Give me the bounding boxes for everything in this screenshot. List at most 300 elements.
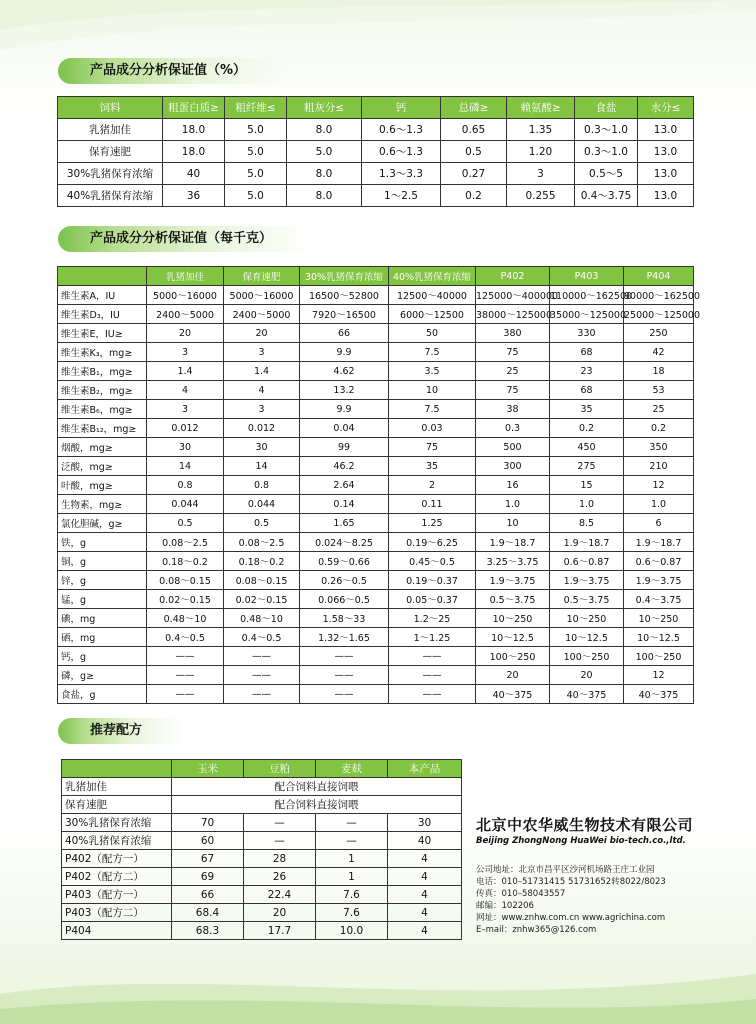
table-cell: 13.0 — [638, 163, 694, 185]
table-cell: 3 — [224, 400, 300, 419]
table-row — [62, 814, 462, 832]
table-cell: 2400～5000 — [147, 305, 224, 324]
table-row — [58, 533, 694, 552]
table-header-row — [58, 267, 694, 286]
table-cell: —— — [389, 666, 476, 685]
table-cell: 70 — [172, 814, 244, 832]
column-header: 饲料 — [58, 97, 163, 119]
table-cell: 66 — [172, 886, 244, 904]
table-cell: 0.08～2.5 — [224, 533, 300, 552]
table-cell: —— — [300, 647, 389, 666]
table-cell: 90000～162500 — [624, 286, 694, 305]
table-cell: 1.4 — [147, 362, 224, 381]
table-cell: 0.19～0.37 — [389, 571, 476, 590]
table-cell: 40～375 — [550, 685, 624, 704]
table-cell: 16 — [476, 476, 550, 495]
table-cell: 4 — [388, 850, 462, 868]
row-label: 锰，g — [58, 590, 147, 609]
table-cell: 0.48～10 — [147, 609, 224, 628]
table-row — [58, 362, 694, 381]
table-cell: 0.2 — [441, 185, 507, 207]
table-cell: 1.2～25 — [389, 609, 476, 628]
table-cell: 42 — [624, 343, 694, 362]
company-info — [476, 814, 693, 936]
column-header: 水分≤ — [638, 97, 694, 119]
table-cell: —— — [389, 685, 476, 704]
merged-cell: 配合饲料直接饲喂 — [172, 778, 462, 796]
column-header: 乳猪加佳 — [147, 267, 224, 286]
table-cell: 30 — [147, 438, 224, 457]
table-cell: 10～250 — [550, 609, 624, 628]
table-row — [58, 666, 694, 685]
table-cell: 14 — [147, 457, 224, 476]
table-cell: 20 — [550, 666, 624, 685]
table-cell: 0.8 — [224, 476, 300, 495]
table-cell: 5000～16000 — [224, 286, 300, 305]
table-cell: 12 — [624, 476, 694, 495]
column-header — [62, 760, 172, 778]
table-row — [58, 119, 694, 141]
table-cell: —— — [147, 666, 224, 685]
table-cell: 1.0 — [476, 495, 550, 514]
table-cell: 3 — [507, 163, 575, 185]
table-cell: 30 — [224, 438, 300, 457]
table-cell: 0.4～0.5 — [224, 628, 300, 647]
table-cell: 3.25～3.75 — [476, 552, 550, 571]
table-cell: 1.9～3.75 — [624, 571, 694, 590]
table-row — [58, 457, 694, 476]
table-cell: 0.45～0.5 — [389, 552, 476, 571]
table-cell: 13.0 — [638, 141, 694, 163]
row-label: 铁，g — [58, 533, 147, 552]
table-cell: 0.4～3.75 — [624, 590, 694, 609]
table-cell: 110000～162500 — [550, 286, 624, 305]
column-header: 粗纤维≤ — [225, 97, 287, 119]
table-cell: 16500～52800 — [300, 286, 389, 305]
column-header: 食盐 — [575, 97, 638, 119]
table-cell: 75 — [476, 343, 550, 362]
table-cell: 7920～16500 — [300, 305, 389, 324]
table-row — [58, 628, 694, 647]
table-cell: 68.3 — [172, 922, 244, 940]
table-cell: 7.5 — [389, 400, 476, 419]
table-cell: 75 — [389, 438, 476, 457]
table-cell: 5.0 — [225, 119, 287, 141]
table-cell: 1.20 — [507, 141, 575, 163]
table-cell: 50 — [389, 324, 476, 343]
composition-percent-table — [57, 96, 694, 207]
table-row — [58, 571, 694, 590]
row-label: 泛酸，mg≥ — [58, 457, 147, 476]
table-row — [58, 647, 694, 666]
column-header: 总磷≥ — [441, 97, 507, 119]
table-cell: 0.255 — [507, 185, 575, 207]
table-cell: 0.6～0.87 — [550, 552, 624, 571]
table-cell: 3 — [147, 400, 224, 419]
table-cell: 68 — [550, 343, 624, 362]
table-cell: 36 — [163, 185, 225, 207]
column-header: 豆粕 — [244, 760, 316, 778]
table-cell: 100～250 — [476, 647, 550, 666]
table-row — [58, 609, 694, 628]
table-cell: 0.08～2.5 — [147, 533, 224, 552]
table-cell: 66 — [300, 324, 389, 343]
table-cell: 1.0 — [550, 495, 624, 514]
table-cell: 38 — [476, 400, 550, 419]
table-cell: 0.02～0.15 — [147, 590, 224, 609]
column-header: P404 — [624, 267, 694, 286]
table-cell: 0.08～0.15 — [147, 571, 224, 590]
table-cell: 0.5～3.75 — [550, 590, 624, 609]
table-row — [58, 286, 694, 305]
row-label: 磷，g≥ — [58, 666, 147, 685]
merged-cell: 配合饲料直接饲喂 — [172, 796, 462, 814]
row-label: 维生素A，IU — [58, 286, 147, 305]
table-cell: 60 — [172, 832, 244, 850]
table-cell: 0.26～0.5 — [300, 571, 389, 590]
column-header: 钙 — [362, 97, 441, 119]
table-cell: 10～12.5 — [476, 628, 550, 647]
row-label: 叶酸，mg≥ — [58, 476, 147, 495]
row-label: 保育速肥 — [58, 141, 163, 163]
table-cell: 20 — [224, 324, 300, 343]
company-address: 公司地址：北京市昌平区沙河机场路王庄工业园 — [476, 865, 655, 875]
table-cell: 8.0 — [287, 185, 362, 207]
table-cell: 10.0 — [316, 922, 388, 940]
table-row — [58, 381, 694, 400]
table-row — [62, 832, 462, 850]
table-cell: 0.18～0.2 — [147, 552, 224, 571]
table-cell: 210 — [624, 457, 694, 476]
table-cell: 0.08～0.15 — [224, 571, 300, 590]
table-row — [62, 868, 462, 886]
table-cell: 7.6 — [316, 904, 388, 922]
table-row — [58, 685, 694, 704]
table-cell: 5000～16000 — [147, 286, 224, 305]
table-row — [58, 343, 694, 362]
table-cell: 0.02～0.15 — [224, 590, 300, 609]
table-cell: 69 — [172, 868, 244, 886]
company-name-en: Beijing ZhongNong HuaWei bio-tech.co.,ltd. — [476, 836, 686, 846]
table-cell: 1.9～3.75 — [550, 571, 624, 590]
column-header: P402 — [476, 267, 550, 286]
table-row — [58, 400, 694, 419]
row-label: P404 — [62, 922, 172, 940]
table-row — [62, 778, 462, 796]
row-label: 锌，g — [58, 571, 147, 590]
table-cell: 3 — [147, 343, 224, 362]
table-cell: —— — [389, 647, 476, 666]
recommended-formula-table — [61, 759, 462, 940]
table-cell: 0.05～0.37 — [389, 590, 476, 609]
table-cell: 0.3～1.0 — [575, 141, 638, 163]
table-cell: 25 — [476, 362, 550, 381]
table-cell: 10～12.5 — [624, 628, 694, 647]
table-cell: 0.6～1.3 — [362, 141, 441, 163]
table-row — [58, 324, 694, 343]
table-cell: 9.9 — [300, 400, 389, 419]
table-cell: — — [316, 814, 388, 832]
table-cell: 250 — [624, 324, 694, 343]
table-cell: 4 — [388, 904, 462, 922]
company-postcode: 邮编：102206 — [476, 901, 534, 911]
row-label: 维生素D₃，IU — [58, 305, 147, 324]
table-cell: 8.0 — [287, 163, 362, 185]
table-cell: 100～250 — [550, 647, 624, 666]
row-label: 生物素，mg≥ — [58, 495, 147, 514]
table-cell: 350 — [624, 438, 694, 457]
composition-per-kg-table — [57, 266, 700, 704]
table-cell: 1.9～18.7 — [550, 533, 624, 552]
table-cell: 1.58～33 — [300, 609, 389, 628]
table-cell: 4.62 — [300, 362, 389, 381]
row-label: P403（配方二） — [62, 904, 172, 922]
table-cell: 380 — [476, 324, 550, 343]
table-cell: 8.5 — [550, 514, 624, 533]
table-cell: 0.18～0.2 — [224, 552, 300, 571]
company-website: 网址：www.znhw.com.cn www.agrichina.com — [476, 913, 666, 923]
table-cell: 4 — [224, 381, 300, 400]
table-cell: 8.0 — [287, 119, 362, 141]
table-row — [58, 476, 694, 495]
table-row — [62, 922, 462, 940]
row-label: 硒，mg — [58, 628, 147, 647]
table-cell: 2.64 — [300, 476, 389, 495]
table-cell: 7.6 — [316, 886, 388, 904]
column-header: 粗蛋白质≥ — [163, 97, 225, 119]
table-cell: 17.7 — [244, 922, 316, 940]
table-cell: 9.9 — [300, 343, 389, 362]
table-cell: 0.2 — [624, 419, 694, 438]
row-label: 维生素B₁，mg≥ — [58, 362, 147, 381]
table-cell: 13.2 — [300, 381, 389, 400]
table-cell: — — [244, 814, 316, 832]
table-cell: 1.32～1.65 — [300, 628, 389, 647]
table-cell: 1 — [316, 850, 388, 868]
table-cell: 20 — [476, 666, 550, 685]
table-cell: 28 — [244, 850, 316, 868]
table-cell: 67 — [172, 850, 244, 868]
table-row — [62, 850, 462, 868]
table-cell: 125000～400000 — [476, 286, 550, 305]
column-header: 40%乳猪保育浓缩 — [389, 267, 476, 286]
table-cell: 0.012 — [147, 419, 224, 438]
table-cell: 1.9～3.75 — [476, 571, 550, 590]
table-header-row — [62, 760, 462, 778]
table-cell: 40～375 — [624, 685, 694, 704]
table-cell: 1.65 — [300, 514, 389, 533]
table-cell: 450 — [550, 438, 624, 457]
table-cell: 0.19～6.25 — [389, 533, 476, 552]
row-label: 乳猪加佳 — [62, 778, 172, 796]
row-label: 钙，g — [58, 647, 147, 666]
column-header: 粗灰分≤ — [287, 97, 362, 119]
table-row — [58, 141, 694, 163]
table-cell: 35 — [389, 457, 476, 476]
table-row — [58, 514, 694, 533]
table-row — [58, 438, 694, 457]
column-header: 赖氨酸≥ — [507, 97, 575, 119]
table-cell: 38000～125000 — [476, 305, 550, 324]
row-label: 30%乳猪保育浓缩 — [62, 814, 172, 832]
table-cell: 0.024～8.25 — [300, 533, 389, 552]
row-label: P402（配方二） — [62, 868, 172, 886]
column-header: 30%乳猪保育浓缩 — [300, 267, 389, 286]
row-label: 烟酸，mg≥ — [58, 438, 147, 457]
table-cell: 330 — [550, 324, 624, 343]
company-fax: 传真：010–58043557 — [476, 889, 566, 899]
table-cell: 22.4 — [244, 886, 316, 904]
table-cell: 1.4 — [224, 362, 300, 381]
table-cell: 18.0 — [163, 141, 225, 163]
table-cell: 53 — [624, 381, 694, 400]
table-cell: 2 — [389, 476, 476, 495]
row-label: 40%乳猪保育浓缩 — [62, 832, 172, 850]
row-label: 维生素E，IU≥ — [58, 324, 147, 343]
table-cell: 1 — [316, 868, 388, 886]
table-cell: 6000～12500 — [389, 305, 476, 324]
table-cell: 0.066～0.5 — [300, 590, 389, 609]
table-cell: 1.25 — [389, 514, 476, 533]
table-cell: 0.8 — [147, 476, 224, 495]
table-cell: 0.27 — [441, 163, 507, 185]
table-cell: 3.5 — [389, 362, 476, 381]
company-phone: 电话：010–51731415 51731652转8022/8023 — [476, 877, 666, 887]
table-cell: 0.3～1.0 — [575, 119, 638, 141]
table-header-row — [58, 97, 694, 119]
table-cell: 1.35 — [507, 119, 575, 141]
row-label: 维生素B₆，mg≥ — [58, 400, 147, 419]
table-cell: 26 — [244, 868, 316, 886]
table-row — [62, 904, 462, 922]
table-cell: 5.0 — [225, 185, 287, 207]
table-cell: 40 — [163, 163, 225, 185]
table-cell: 18.0 — [163, 119, 225, 141]
table-cell: 0.2 — [550, 419, 624, 438]
table-cell: 0.5 — [147, 514, 224, 533]
table-cell: 35000～125000 — [550, 305, 624, 324]
table-row — [62, 796, 462, 814]
table-cell: — — [316, 832, 388, 850]
table-cell: 0.03 — [389, 419, 476, 438]
table-cell: 10～12.5 — [550, 628, 624, 647]
table-cell: 3 — [224, 343, 300, 362]
row-label: 食盐，g — [58, 685, 147, 704]
table-cell: —— — [300, 685, 389, 704]
table-row — [58, 495, 694, 514]
section2-title: 产品成分分析保证值（每千克） — [58, 226, 312, 252]
table-cell: 40 — [388, 832, 462, 850]
table-cell: —— — [300, 666, 389, 685]
company-email: E–mail：znhw365@126.com — [476, 925, 597, 935]
table-cell: 20 — [147, 324, 224, 343]
table-row — [58, 163, 694, 185]
table-cell: 0.5～5 — [575, 163, 638, 185]
table-cell: 0.11 — [389, 495, 476, 514]
table-cell: 5.0 — [287, 141, 362, 163]
table-cell: —— — [147, 685, 224, 704]
row-label: 氯化胆碱，g≥ — [58, 514, 147, 533]
table-cell: 1.3～3.3 — [362, 163, 441, 185]
table-row — [58, 419, 694, 438]
table-cell: 4 — [388, 922, 462, 940]
table-cell: 5.0 — [225, 141, 287, 163]
table-cell: 0.59～0.66 — [300, 552, 389, 571]
table-cell: 1.9～18.7 — [624, 533, 694, 552]
row-label: 保育速肥 — [62, 796, 172, 814]
table-cell: 12500～40000 — [389, 286, 476, 305]
table-cell: 0.4～3.75 — [575, 185, 638, 207]
row-label: 碘，mg — [58, 609, 147, 628]
table-cell: 75 — [476, 381, 550, 400]
table-cell: —— — [224, 647, 300, 666]
row-label: P403（配方一） — [62, 886, 172, 904]
table-cell: 10～250 — [624, 609, 694, 628]
table-cell: 0.012 — [224, 419, 300, 438]
table-cell: 6 — [624, 514, 694, 533]
table-cell: 500 — [476, 438, 550, 457]
table-row — [58, 185, 694, 207]
table-cell: 0.5 — [224, 514, 300, 533]
table-cell: 1～2.5 — [362, 185, 441, 207]
table-cell: 0.6～1.3 — [362, 119, 441, 141]
row-label: 40%乳猪保育浓缩 — [58, 185, 163, 207]
row-label: 维生素B₂，mg≥ — [58, 381, 147, 400]
table-cell: 18 — [624, 362, 694, 381]
table-cell: 25 — [624, 400, 694, 419]
table-row — [58, 552, 694, 571]
column-header: 玉米 — [172, 760, 244, 778]
company-name-cn: 北京中农华威生物技术有限公司 — [476, 816, 694, 834]
table-row — [58, 590, 694, 609]
table-cell: 0.4～0.5 — [147, 628, 224, 647]
table-cell: 68.4 — [172, 904, 244, 922]
column-header: 保育速肥 — [224, 267, 300, 286]
table-cell: 35 — [550, 400, 624, 419]
table-cell: — — [244, 832, 316, 850]
table-cell: 275 — [550, 457, 624, 476]
column-header: 麦麸 — [316, 760, 388, 778]
table-cell: 0.48～10 — [224, 609, 300, 628]
row-label: 乳猪加佳 — [58, 119, 163, 141]
table-cell: 0.044 — [147, 495, 224, 514]
table-cell: 0.5 — [441, 141, 507, 163]
table-cell: 68 — [550, 381, 624, 400]
table-row — [62, 886, 462, 904]
section1-title: 产品成分分析保证值（%） — [58, 58, 286, 84]
table-cell: 14 — [224, 457, 300, 476]
table-cell: 99 — [300, 438, 389, 457]
table-cell: 15 — [550, 476, 624, 495]
row-label: 30%乳猪保育浓缩 — [58, 163, 163, 185]
table-cell: 7.5 — [389, 343, 476, 362]
table-cell: —— — [224, 685, 300, 704]
table-cell: 20 — [244, 904, 316, 922]
section3-title: 推荐配方 — [58, 718, 182, 744]
table-cell: 30 — [388, 814, 462, 832]
table-cell: 46.2 — [300, 457, 389, 476]
table-cell: 5.0 — [225, 163, 287, 185]
table-cell: 13.0 — [638, 119, 694, 141]
table-cell: —— — [147, 647, 224, 666]
row-label: 维生素B₁₂，mg≥ — [58, 419, 147, 438]
table-cell: 23 — [550, 362, 624, 381]
column-header: P403 — [550, 267, 624, 286]
table-cell: 10～250 — [476, 609, 550, 628]
table-cell: 1.0 — [624, 495, 694, 514]
column-header — [58, 267, 147, 286]
table-cell: 13.0 — [638, 185, 694, 207]
